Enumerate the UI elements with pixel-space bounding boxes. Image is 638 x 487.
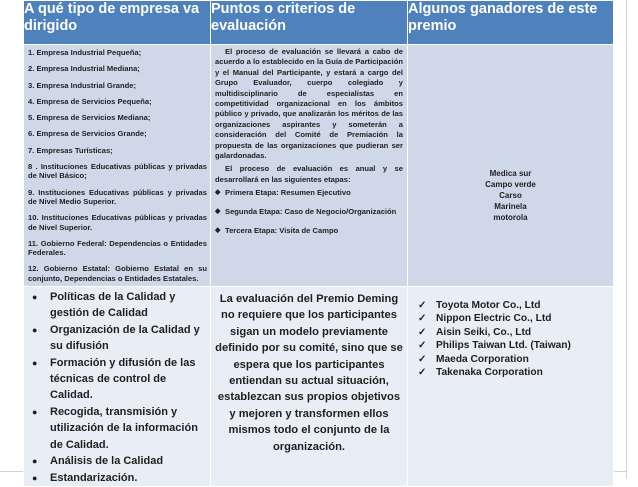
comparison-table [23,0,614,487]
slide-right-rule [626,0,627,479]
list-item: 11. Gobierno Federal: Dependencias o Entidades Federales. [28,238,207,258]
list-item [24,355,206,404]
deming-criteria-cell [211,287,408,487]
checkmark-icon: ✓ [418,300,427,312]
round-bullet-icon: ● [32,292,38,303]
evaluation-process-cell [211,45,408,287]
point-label: Organización de la Calidad y su difusión [50,323,200,353]
list-item [408,353,613,366]
checkmark-icon: ✓ [418,367,427,379]
deming-winners-list [408,287,613,379]
table-row [24,287,614,487]
list-item: 5. Empresa de Servicios Mediana; [28,113,151,123]
list-item: Medica sur [489,169,532,178]
list-item: Campo verde [485,180,536,189]
deming-points-list [24,289,206,486]
round-bullet-icon: ● [32,324,38,335]
diamond-bullet-icon: ◆ [215,227,221,235]
checkmark-icon: ✓ [418,326,427,338]
list-item [408,312,613,325]
list-item [24,470,206,486]
list-item [215,188,403,198]
list-item [24,404,206,453]
point-label: Estandarización. [50,471,138,484]
list-item: Carso [499,191,522,200]
round-bullet-icon: ● [32,472,38,483]
header-target-companies: A qué tipo de empresa va dirigido [24,1,211,45]
point-label: Formación y difusión de las técnicas de control de Calidad. [50,356,196,402]
list-item: 6. Empresa de Servicios Grande; [28,129,147,139]
checkmark-icon: ✓ [418,313,427,325]
list-item [408,339,613,352]
list-item: 7. Empresas Turísticas; [28,145,113,155]
point-label: Recogida, transmisión y utilización de la información de Calidad. [50,405,198,451]
evaluation-stages-intro: El proceso de evaluación es anual y se desarrollará en las siguientes etapas: [215,164,403,184]
winner-label: Aisin Seiki, Co., Ltd [436,326,532,338]
target-companies-list [28,48,207,283]
list-item [408,366,613,379]
deming-points-cell [24,287,211,487]
stage-label: Primera Etapa: Resumen Ejecutivo [225,188,351,198]
header-row [24,1,614,45]
table-row [24,45,614,287]
winner-label: Maeda Corporation [436,353,529,365]
header-winners: Algunos ganadores de este premio [408,1,614,45]
list-item: 1. Empresa Industrial Pequeña; [28,48,142,57]
list-item [24,289,206,322]
diamond-bullet-icon: ◆ [215,189,221,197]
winner-label: Toyota Motor Co., Ltd [436,300,541,312]
list-item: 10. Instituciones Educativas públicas y privadas de Nivel Superior. [28,213,207,232]
list-item: 2. Empresa Industrial Mediana; [28,64,140,74]
winner-label: Philips Taiwan Ltd. (Taiwan) [436,340,571,352]
list-item [408,326,613,339]
winners-list [408,45,613,223]
list-item: 4. Empresa de Servicios Pequeña; [28,96,152,106]
header-evaluation-criteria: Puntos o criterios de evaluación [211,1,408,45]
point-label: Análisis de la Calidad [50,455,164,468]
round-bullet-icon: ● [32,406,38,417]
diamond-bullet-icon: ◆ [215,208,221,216]
winner-label: Nippon Electric Co., Ltd [436,313,552,325]
list-item: motorola [493,213,528,222]
list-item [215,207,403,217]
checkmark-icon: ✓ [418,353,427,365]
evaluation-paragraph: El proceso de evaluación se llevará a cabo de acuerdo a lo establecido en la Guía de Participación y el Manual del Participante, y estará a cargo del Grupo Evaluador, cuerpo colegiado y multidisciplinario de especialistas en competitividad organizacional en los ámbitos público y privado, que analizarán los méritos de las organizaciones aspirantes y someterán a consideración del Comité de Premiación la propuesta de las organizaciones que pudieran ser galardonadas. [215,47,403,161]
evaluation-stages-list [215,188,403,236]
stage-label: Tercera Etapa: Visita de Campo [225,226,339,236]
list-item: 9. Instituciones Educativas públicas y privadas de Nivel Medio Superior. [28,187,207,206]
checkmark-icon: ✓ [418,340,427,352]
winner-label: Takenaka Corporation [436,367,543,379]
list-item: 8 . Instituciones Educativas públicas y privadas de Nivel Básico; [28,162,207,181]
list-item [24,453,206,469]
round-bullet-icon: ● [32,456,38,467]
deming-winners-cell [408,287,614,487]
list-item: Marinela [494,202,527,211]
stage-label: Segunda Etapa: Caso de Negocio/Organización [225,207,397,217]
winners-cell [408,45,614,287]
list-item [215,226,403,236]
target-companies-cell [24,45,211,287]
point-label: Políticas de la Calidad y gestión de Calidad [50,291,176,320]
list-item: 12. Gobierno Estatal: Gobierno Estatal en su conjunto, Dependencias o Entidades Estatales. [28,264,207,283]
list-item [24,322,206,355]
list-item [408,299,613,312]
list-item: 3. Empresa Industrial Grande; [28,80,137,90]
deming-criteria-text: La evaluación del Premio Deming no requiere que los participantes sigan un modelo previamente definido por su comité, sino que se espera que los participantes entiendan su actual situación, establezcan sus propios objetivos y mejoren y transformen ellos mismos todo el conjunto de la organización. [215,293,403,453]
round-bullet-icon: ● [32,357,38,368]
